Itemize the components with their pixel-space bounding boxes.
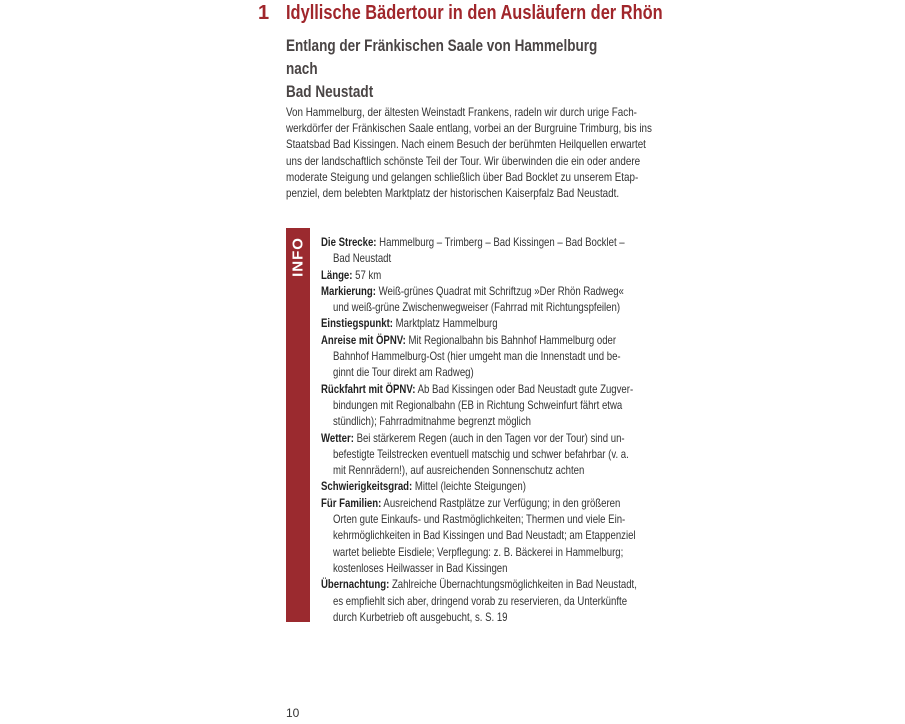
intro-paragraph <box>286 104 652 201</box>
info-item-wetter <box>321 430 641 479</box>
info-value: Zahlreiche Übernachtungsmöglichkeiten in Bad Neustadt, <box>389 577 637 592</box>
info-value: stündlich); Fahrradmitnahme begrenzt möglich <box>333 414 531 429</box>
info-key: Schwierigkeitsgrad: <box>321 479 413 494</box>
info-label-text: INFO <box>289 237 307 277</box>
info-value: Orten gute Einkaufs- und Rastmöglichkeiten; Thermen und viele Ein- <box>333 512 626 527</box>
subtitle-line: Bad Neustadt <box>286 83 374 101</box>
info-key: Wetter: <box>321 430 354 445</box>
info-key: Länge: <box>321 267 353 282</box>
info-item-laenge <box>321 267 641 283</box>
info-sidebar-bar <box>286 228 310 622</box>
intro-line: werkdörfer der Fränkischen Saale entlang, vorbei an der Burgruine Trimburg, bis ins <box>286 121 652 136</box>
info-value: 57 km <box>352 267 382 282</box>
info-value: Weiß-grünes Quadrat mit Schriftzug »Der Rhön Radweg« <box>375 283 624 298</box>
info-list <box>321 234 641 625</box>
info-value: Ausreichend Rastplätze zur Verfügung; in den größeren <box>381 495 621 510</box>
info-value: Bad Neustadt <box>333 251 392 266</box>
tour-number: 1 <box>258 2 270 24</box>
info-value: wartet beliebte Eisdiele; Verpflegung: z. B. Bäckerei in Hammelburg; <box>333 544 624 559</box>
info-item-rueckfahrt <box>321 381 641 430</box>
info-value: Hammelburg – Trimberg – Bad Kissingen – Bad Bocklet – <box>376 235 625 249</box>
info-value: Bei stärkerem Regen (auch in den Tagen vor der Tour) sind un- <box>353 430 625 445</box>
intro-line: uns der landschaftlich schönste Teil der Tour. Wir überwinden die ein oder andere <box>286 153 641 168</box>
info-value: Mittel (leichte Steigungen) <box>412 479 526 494</box>
info-item-anreise <box>321 332 641 381</box>
info-value: und weiß-grüne Zwischenwegweiser (Fahrrad mit Richtungspfeilen) <box>333 300 621 315</box>
info-item-schwierigkeitsgrad <box>321 478 641 494</box>
info-key: Rückfahrt mit ÖPNV: <box>321 381 416 396</box>
tour-subtitle <box>286 35 622 104</box>
info-key: Übernachtung: <box>321 577 390 592</box>
info-key: Die Strecke: <box>321 235 377 249</box>
info-value: kostenloses Heilwasser in Bad Kissingen <box>333 560 508 575</box>
subtitle-line: Entlang der Fränkischen Saale von Hammelburg nach <box>286 37 598 78</box>
intro-line: Staatsbad Bad Kissingen. Nach einem Besuch der berühmten Heilquellen erwartet <box>286 137 646 152</box>
info-value: es empfiehlt sich aber, dringend vorab zu reservieren, da Unterkünfte <box>333 593 628 608</box>
info-item-uebernachtung <box>321 576 641 625</box>
info-value: kehrmöglichkeiten in Bad Kissingen und Bad Neustadt; am Etappenziel <box>333 528 636 543</box>
info-value: befestigte Teilstrecken eventuell matschig und schwer befahrbar (v. a. <box>333 446 629 461</box>
info-item-markierung <box>321 283 641 316</box>
info-item-familien <box>321 495 641 576</box>
info-value: durch Kurbetrieb oft ausgebucht, s. S. 19 <box>333 609 508 624</box>
info-key: Für Familien: <box>321 495 382 510</box>
info-value: bindungen mit Regionalbahn (EB in Richtung Schweinfurt fährt etwa <box>333 397 623 412</box>
info-value: Mit Regionalbahn bis Bahnhof Hammelburg oder <box>405 332 617 347</box>
intro-line: moderate Steigung und gelangen schließlich über Bad Bocklet zu unserem Etap- <box>286 169 639 184</box>
info-key: Markierung: <box>321 283 376 298</box>
info-item-strecke <box>321 234 641 267</box>
info-key: Anreise mit ÖPNV: <box>321 332 406 347</box>
info-value: mit Rennrädern!), auf ausreichenden Sonnenschutz achten <box>333 463 585 478</box>
info-label <box>286 232 310 282</box>
info-value: ginnt die Tour direkt am Radweg) <box>333 365 474 380</box>
info-value: Bahnhof Hammelburg-Ost (hier umgeht man die Innenstadt und be- <box>333 349 621 364</box>
info-value: Marktplatz Hammelburg <box>393 316 498 331</box>
info-item-einstiegspunkt <box>321 315 641 331</box>
page-number: 10 <box>286 706 300 720</box>
info-value: Ab Bad Kissingen oder Bad Neustadt gute Zugver- <box>415 381 634 396</box>
intro-line: penziel, dem belebten Marktplatz der historischen Kaiserpfalz Bad Neustadt. <box>286 186 620 201</box>
tour-title: Idyllische Bädertour in den Ausläufern der Rhön <box>286 2 663 24</box>
info-key: Einstiegspunkt: <box>321 316 394 331</box>
intro-line: Von Hammelburg, der ältesten Weinstadt Frankens, radeln wir durch urige Fach- <box>286 105 637 119</box>
